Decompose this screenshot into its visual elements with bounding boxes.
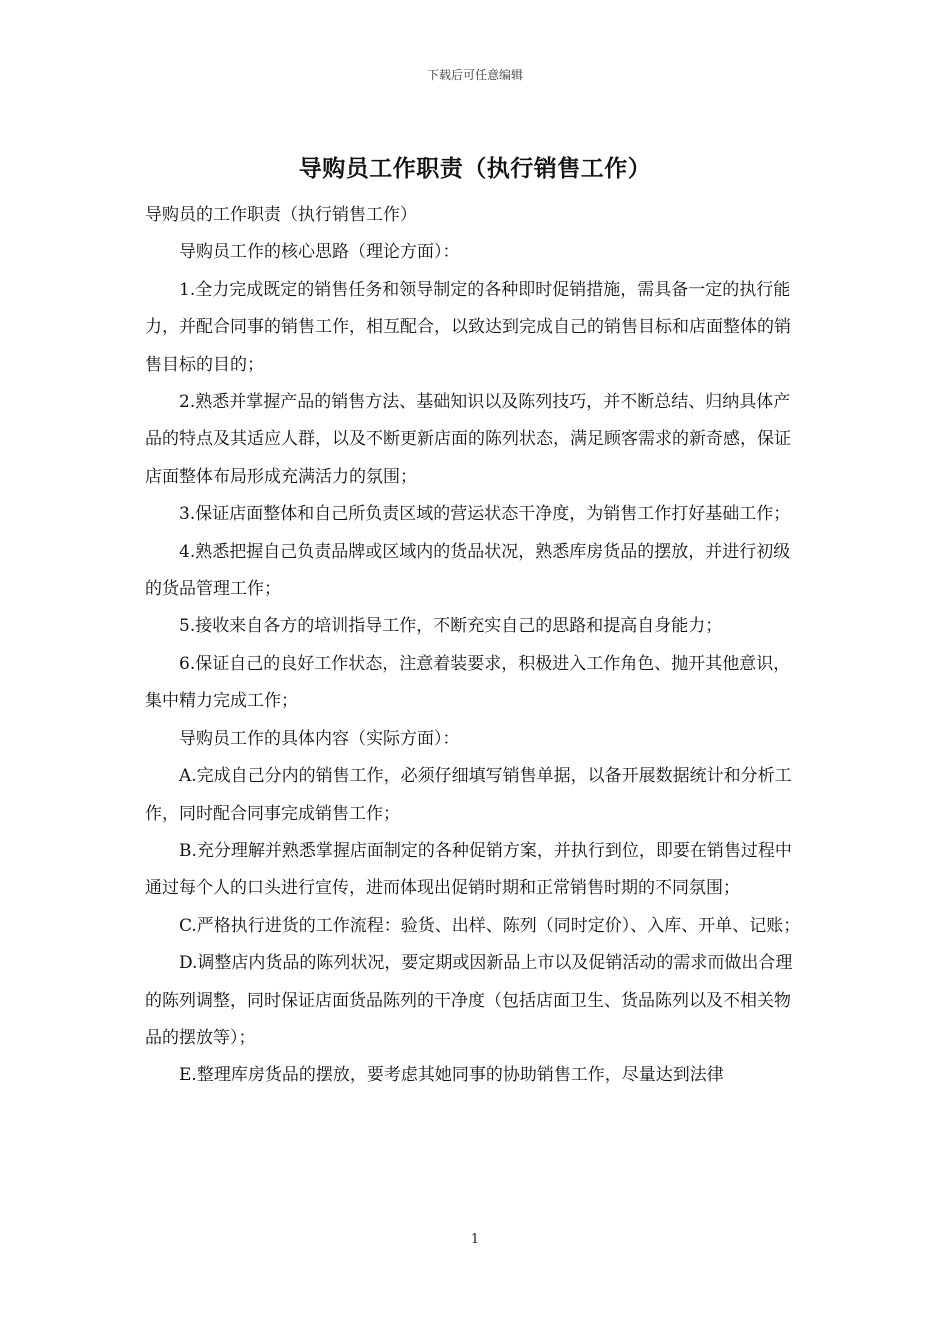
paragraph-item-c: C.严格执行进货的工作流程：验货、出样、陈列（同时定价）、入库、开单、记账； [179, 915, 801, 936]
document-title: 导购员工作职责（执行销售工作） [298, 155, 652, 182]
header-note: 下载后可任意编辑 [426, 68, 523, 82]
paragraph-item-6: 6.保证自己的良好工作状态，注意着装要求，积极进入工作角色、抛开其他意识，集中精力完成工作； [145, 653, 791, 712]
paragraph-item-4: 4.熟悉把握自己负责品牌或区域内的货品状况，熟悉库房货品的摆放，并进行初级的货品管理工作； [145, 541, 791, 600]
paragraph-detail-heading: 导购员工作的具体内容（实际方面）： [179, 728, 460, 749]
paragraph-item-a: A.完成自己分内的销售工作，必须仔细填写销售单据，以备开展数据统计和分析工作，同时配合同事完成销售工作； [145, 766, 792, 824]
paragraph-item-d: D.调整店内货品的陈列状况，要定期或因新品上市以及促销活动的需求而做出合理的陈列调整，同时保证店面货品陈列的干净度（包括店面卫生、货品陈列以及不相关物品的摆放等）； [145, 953, 793, 1048]
paragraph-item-b: B.充分理解并熟悉掌握店面制定的各种促销方案，并执行到位，即要在销售过程中通过每个人的口头进行宣传，进而体现出促销时期和正常销售时期的不同氛围； [145, 840, 792, 899]
document-body [145, 197, 807, 1095]
paragraph-item-2: 2.熟悉并掌握产品的销售方法、基础知识以及陈列技巧，并不断总结、归纳具体产品的特点及其适应人群，以及不断更新店面的陈列状态，满足顾客需求的新奇感，保证店面整体布局形成充满活力的氛围； [145, 392, 791, 487]
page-number: 1 [470, 1232, 480, 1247]
paragraph-item-1: 1.全力完成既定的销售任务和领导制定的各种即时促销措施，需具备一定的执行能力，并配合同事的销售工作，相互配合，以致达到完成自己的销售目标和店面整体的销售目标的目的； [145, 279, 791, 375]
paragraph-item-5: 5.接收来自各方的培训指导工作，不断充实自己的思路和提高自身能力； [179, 616, 723, 637]
paragraph-item-3: 3.保证店面整体和自己所负责区域的营运状态干净度，为销售工作打好基础工作； [179, 504, 791, 525]
paragraph-subtitle: 导购员的工作职责（执行销售工作） [145, 205, 417, 225]
paragraph-core-heading: 导购员工作的核心思路（理论方面）： [179, 242, 460, 263]
paragraph-item-e: E.整理库房货品的摆放，要考虑其她同事的协助销售工作，尽量达到法律 [179, 1065, 724, 1086]
